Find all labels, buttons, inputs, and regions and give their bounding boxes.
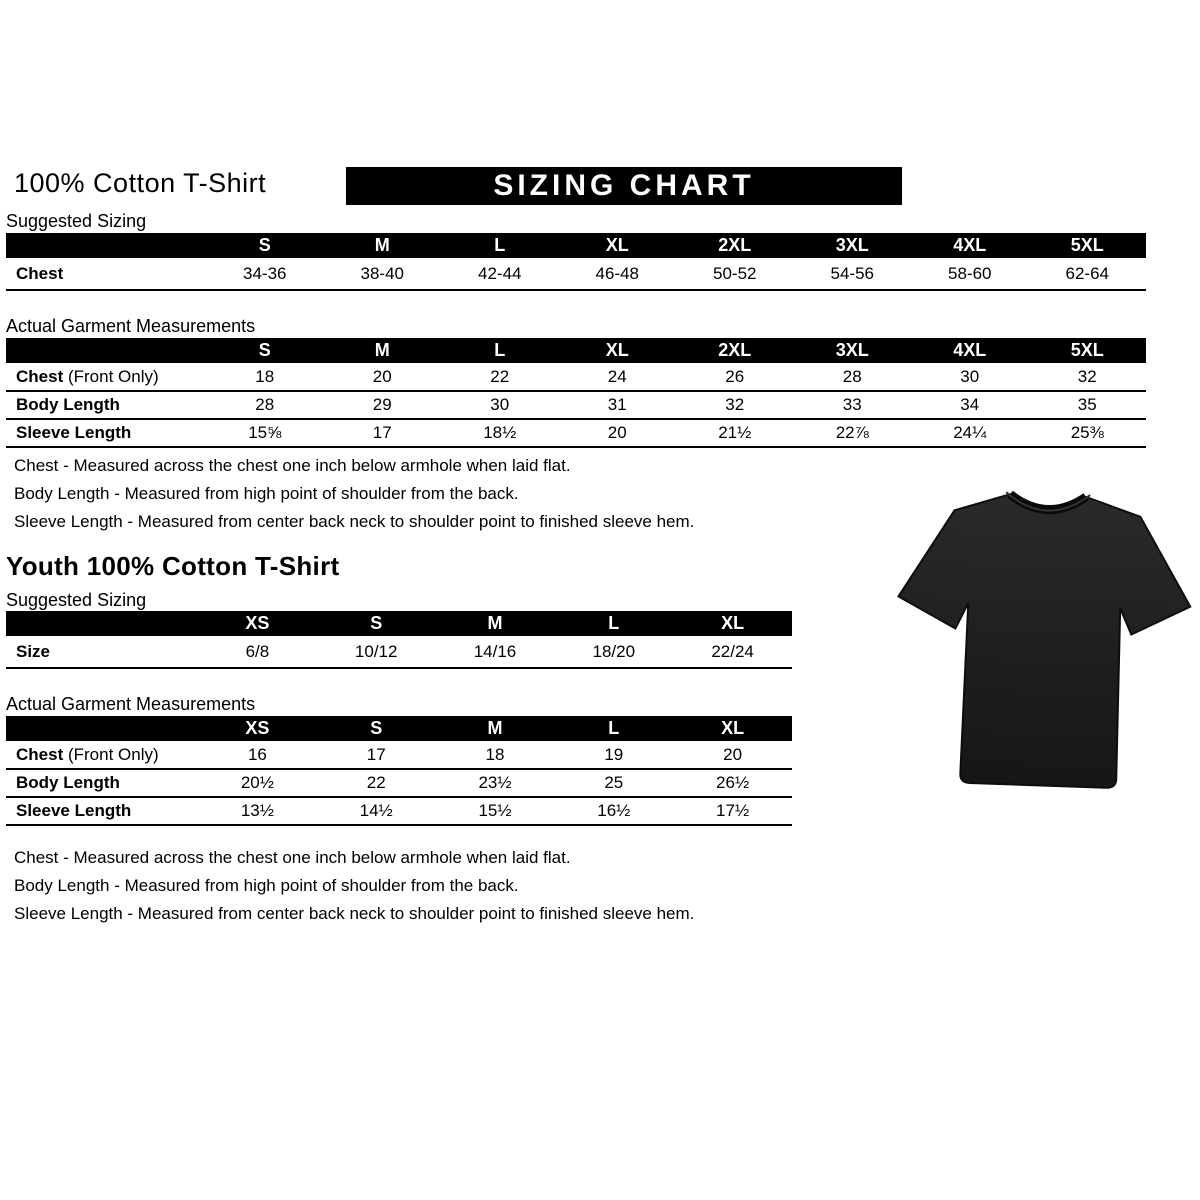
measurement-cell: 22/24 <box>673 636 792 668</box>
measurement-cell: 22 <box>317 769 436 797</box>
measurement-cell: 24 <box>559 363 677 391</box>
table-row <box>6 258 1146 290</box>
row-label: Sleeve Length <box>6 419 206 447</box>
measurement-cell: 17½ <box>673 797 792 825</box>
measurement-cell: 22 <box>441 363 559 391</box>
youth-section-title: Youth 100% Cotton T-Shirt <box>6 551 340 581</box>
measurement-cell: 15⅝ <box>206 419 324 447</box>
measurement-cell: 33 <box>794 391 912 419</box>
measurement-cell: 42-44 <box>441 258 559 290</box>
measurement-cell: 28 <box>206 391 324 419</box>
measurement-cell: 15½ <box>436 797 555 825</box>
size-column-header: 2XL <box>676 233 794 258</box>
size-header-spacer <box>6 338 206 363</box>
measurement-cell: 38-40 <box>324 258 442 290</box>
measurement-cell: 14½ <box>317 797 436 825</box>
size-column-header: S <box>206 233 324 258</box>
page-title: 100% Cotton T-Shirt <box>14 168 267 198</box>
size-header-spacer <box>6 233 206 258</box>
size-column-header: 5XL <box>1029 233 1147 258</box>
measurement-cell: 29 <box>324 391 442 419</box>
measurement-note: Sleeve Length - Measured from center back neck to shoulder point to finished sleeve hem. <box>14 512 695 531</box>
row-label: Chest (Front Only) <box>6 741 198 769</box>
table-row <box>6 363 1146 391</box>
youth-actual-measurements-label: Actual Garment Measurements <box>6 694 256 714</box>
measurement-cell: 20½ <box>198 769 317 797</box>
size-column-header: 3XL <box>794 233 912 258</box>
size-column-header: XS <box>198 716 317 741</box>
row-label: Chest (Front Only) <box>6 363 206 391</box>
size-column-header: S <box>206 338 324 363</box>
tshirt-image <box>887 467 1199 815</box>
row-label: Body Length <box>6 769 198 797</box>
measurement-note: Chest - Measured across the chest one inch below armhole when laid flat. <box>14 848 571 867</box>
size-column-header: XL <box>673 716 792 741</box>
size-column-header: S <box>317 611 436 636</box>
adult-suggested-sizing-label: Suggested Sizing <box>6 211 147 231</box>
size-header-row <box>6 611 792 636</box>
measurement-cell: 19 <box>554 741 673 769</box>
youth-actual-measurements-table <box>6 716 792 826</box>
size-column-header: XL <box>673 611 792 636</box>
table-row <box>6 797 792 825</box>
size-column-header: 3XL <box>794 338 912 363</box>
table-row <box>6 636 792 668</box>
measurement-cell: 26½ <box>673 769 792 797</box>
size-column-header: L <box>441 338 559 363</box>
size-column-header: M <box>324 338 442 363</box>
size-header-row <box>6 233 1146 258</box>
measurement-note: Sleeve Length - Measured from center back neck to shoulder point to finished sleeve hem. <box>14 904 695 923</box>
measurement-cell: 34-36 <box>206 258 324 290</box>
sizing-chart-banner: SIZING CHART <box>346 167 902 205</box>
size-column-header: 5XL <box>1029 338 1147 363</box>
measurement-cell: 20 <box>673 741 792 769</box>
measurement-cell: 16 <box>198 741 317 769</box>
measurement-cell: 62-64 <box>1029 258 1147 290</box>
size-column-header: L <box>554 611 673 636</box>
measurement-cell: 18 <box>436 741 555 769</box>
row-label: Body Length <box>6 391 206 419</box>
size-header-row <box>6 338 1146 363</box>
adult-actual-measurements-table <box>6 338 1146 448</box>
row-label: Size <box>6 636 198 668</box>
measurement-cell: 18/20 <box>554 636 673 668</box>
measurement-note: Body Length - Measured from high point of shoulder from the back. <box>14 484 519 503</box>
tshirt-icon <box>887 467 1199 815</box>
size-column-header: L <box>441 233 559 258</box>
measurement-cell: 24¼ <box>911 419 1029 447</box>
measurement-cell: 18 <box>206 363 324 391</box>
measurement-cell: 54-56 <box>794 258 912 290</box>
size-header-row <box>6 716 792 741</box>
measurement-cell: 28 <box>794 363 912 391</box>
measurement-cell: 21½ <box>676 419 794 447</box>
youth-measurement-notes <box>14 844 694 928</box>
size-column-header: 4XL <box>911 338 1029 363</box>
row-label: Sleeve Length <box>6 797 198 825</box>
adult-measurement-notes <box>14 452 694 536</box>
measurement-cell: 17 <box>324 419 442 447</box>
size-column-header: M <box>324 233 442 258</box>
measurement-cell: 16½ <box>554 797 673 825</box>
measurement-cell: 35 <box>1029 391 1147 419</box>
measurement-cell: 17 <box>317 741 436 769</box>
measurement-cell: 31 <box>559 391 677 419</box>
measurement-cell: 30 <box>911 363 1029 391</box>
youth-suggested-sizing-label: Suggested Sizing <box>6 590 147 610</box>
measurement-cell: 22⅞ <box>794 419 912 447</box>
size-column-header: M <box>436 611 555 636</box>
measurement-note: Body Length - Measured from high point of shoulder from the back. <box>14 876 519 895</box>
measurement-cell: 10/12 <box>317 636 436 668</box>
measurement-cell: 46-48 <box>559 258 677 290</box>
measurement-cell: 18½ <box>441 419 559 447</box>
measurement-cell: 13½ <box>198 797 317 825</box>
measurement-cell: 25⅜ <box>1029 419 1147 447</box>
measurement-cell: 20 <box>324 363 442 391</box>
size-column-header: L <box>554 716 673 741</box>
measurement-cell: 6/8 <box>198 636 317 668</box>
size-column-header: XL <box>559 233 677 258</box>
measurement-cell: 32 <box>1029 363 1147 391</box>
row-label: Chest <box>6 258 206 290</box>
measurement-cell: 34 <box>911 391 1029 419</box>
measurement-note: Chest - Measured across the chest one inch below armhole when laid flat. <box>14 456 571 475</box>
size-header-spacer <box>6 716 198 741</box>
measurement-cell: 25 <box>554 769 673 797</box>
measurement-cell: 14/16 <box>436 636 555 668</box>
measurement-cell: 23½ <box>436 769 555 797</box>
size-column-header: 4XL <box>911 233 1029 258</box>
measurement-cell: 20 <box>559 419 677 447</box>
table-row <box>6 769 792 797</box>
measurement-cell: 50-52 <box>676 258 794 290</box>
adult-suggested-sizing-table <box>6 233 1146 291</box>
measurement-cell: 32 <box>676 391 794 419</box>
measurement-cell: 26 <box>676 363 794 391</box>
measurement-cell: 58-60 <box>911 258 1029 290</box>
size-column-header: XS <box>198 611 317 636</box>
adult-actual-measurements-label: Actual Garment Measurements <box>6 316 256 336</box>
size-column-header: 2XL <box>676 338 794 363</box>
table-row <box>6 391 1146 419</box>
youth-suggested-sizing-table <box>6 611 792 669</box>
size-column-header: XL <box>559 338 677 363</box>
table-row <box>6 741 792 769</box>
table-row <box>6 419 1146 447</box>
size-column-header: M <box>436 716 555 741</box>
measurement-cell: 30 <box>441 391 559 419</box>
size-column-header: S <box>317 716 436 741</box>
size-header-spacer <box>6 611 198 636</box>
